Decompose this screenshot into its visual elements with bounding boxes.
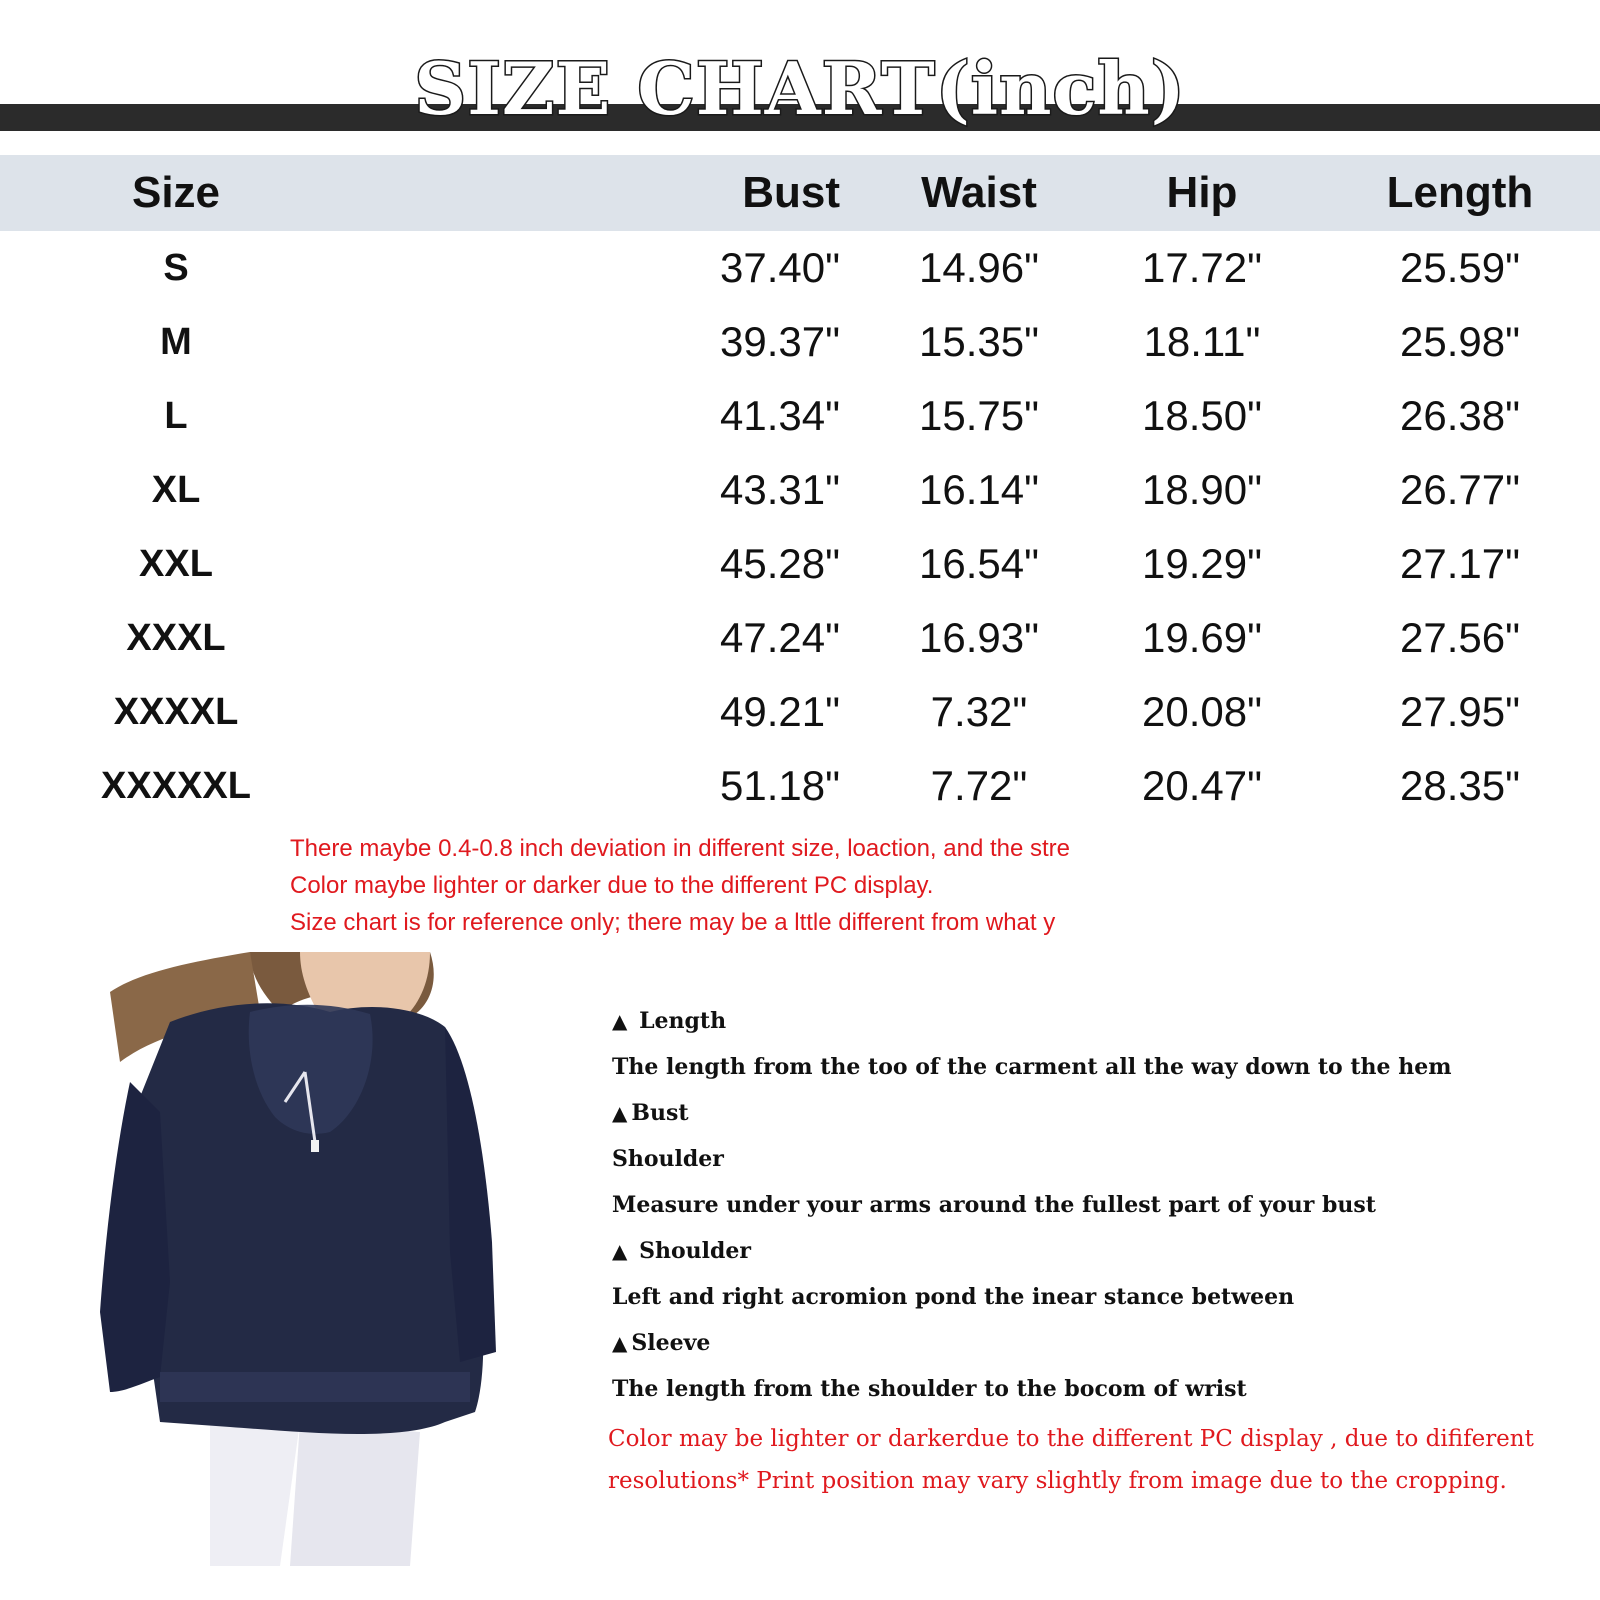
size-cell: L bbox=[164, 394, 188, 437]
table-row bbox=[0, 379, 1600, 453]
table-row bbox=[0, 305, 1600, 379]
waist-cell: 16.14" bbox=[918, 466, 1039, 513]
bust-cell: 49.21" bbox=[719, 688, 840, 735]
bust-cell: 51.18" bbox=[719, 762, 840, 809]
hip-cell: 18.50" bbox=[1141, 392, 1262, 439]
guide-line: ▲ Length bbox=[612, 1008, 727, 1034]
waist-cell: 15.75" bbox=[918, 392, 1039, 439]
size-cell: S bbox=[163, 246, 189, 289]
size-cell: XXXXL bbox=[113, 690, 239, 733]
waist-cell: 14.96" bbox=[918, 244, 1039, 291]
hip-cell: 18.90" bbox=[1141, 466, 1262, 513]
size-cell: XXXL bbox=[126, 616, 226, 659]
size-cell: XL bbox=[151, 468, 201, 511]
waist-cell: 15.35" bbox=[918, 318, 1039, 365]
hip-cell: 17.72" bbox=[1141, 244, 1262, 291]
size-table bbox=[0, 155, 1600, 823]
note-line: There maybe 0.4-0.8 inch deviation in different size, loaction, and the stre bbox=[290, 835, 1071, 862]
waist-cell: 16.54" bbox=[918, 540, 1039, 587]
triangle-icon: ▲ bbox=[612, 1101, 628, 1125]
guide-line: Measure under your arms around the fullest part of your bust bbox=[612, 1192, 1376, 1218]
header-size: Size bbox=[0, 155, 352, 231]
note-line: Size chart is for reference only; there may be a lttle different from what y bbox=[290, 909, 1056, 936]
disclaimer-line: resolutions* Print position may vary slightly from image due to the cropping. bbox=[608, 1468, 1507, 1494]
triangle-icon: ▲ bbox=[612, 1009, 628, 1033]
guide-line: ▲ Bust bbox=[612, 1100, 689, 1126]
blouse-illustration bbox=[100, 952, 496, 1566]
guide-line: ▲ Shoulder bbox=[612, 1238, 751, 1264]
waist-cell: 7.32" bbox=[930, 688, 1028, 735]
length-cell: 26.38" bbox=[1399, 392, 1520, 439]
deviation-notes bbox=[290, 830, 1148, 941]
bust-cell: 47.24" bbox=[719, 614, 840, 661]
waist-cell: 16.93" bbox=[918, 614, 1039, 661]
header-length: Length bbox=[1320, 155, 1600, 231]
length-cell: 27.95" bbox=[1399, 688, 1520, 735]
guide-line: The length from the too of the carment all the way down to the hem bbox=[612, 1054, 1452, 1080]
length-cell: 26.77" bbox=[1399, 466, 1520, 513]
table-row bbox=[0, 527, 1600, 601]
header-waist: Waist bbox=[874, 155, 1084, 231]
model-photo bbox=[100, 952, 496, 1566]
size-cell: XXL bbox=[139, 542, 213, 585]
table-row bbox=[0, 749, 1600, 823]
waist-cell: 7.72" bbox=[930, 762, 1028, 809]
bust-cell: 39.37" bbox=[719, 318, 840, 365]
length-cell: 28.35" bbox=[1399, 762, 1520, 809]
guide-line: ▲ Sleeve bbox=[612, 1330, 711, 1356]
bust-cell: 41.34" bbox=[719, 392, 840, 439]
guide-line: Left and right acromion pond the inear stance between bbox=[612, 1284, 1295, 1310]
color-disclaimer bbox=[608, 1418, 1588, 1502]
size-cell: M bbox=[160, 320, 192, 363]
length-cell: 25.98" bbox=[1399, 318, 1520, 365]
hip-cell: 19.29" bbox=[1141, 540, 1262, 587]
table-row bbox=[0, 231, 1600, 305]
guide-line: The length from the shoulder to the bocom of wrist bbox=[612, 1376, 1247, 1402]
triangle-icon: ▲ bbox=[612, 1331, 628, 1355]
bust-cell: 43.31" bbox=[719, 466, 840, 513]
table-row bbox=[0, 675, 1600, 749]
note-line: Color maybe lighter or darker due to the different PC display. bbox=[290, 872, 934, 899]
header-hip: Hip bbox=[1084, 155, 1320, 231]
hip-cell: 20.08" bbox=[1141, 688, 1262, 735]
triangle-icon: ▲ bbox=[612, 1239, 628, 1263]
hip-cell: 18.11" bbox=[1143, 318, 1261, 365]
table-row bbox=[0, 601, 1600, 675]
table-header-row bbox=[0, 155, 1600, 231]
hip-cell: 19.69" bbox=[1141, 614, 1262, 661]
bust-cell: 37.40" bbox=[719, 244, 840, 291]
page-title: SIZE CHART(inch) bbox=[414, 46, 1186, 131]
header-bust: Bust bbox=[352, 155, 874, 231]
size-cell: XXXXXL bbox=[101, 764, 251, 807]
guide-line: Shoulder bbox=[612, 1146, 724, 1172]
length-cell: 27.17" bbox=[1399, 540, 1520, 587]
length-cell: 27.56" bbox=[1399, 614, 1520, 661]
table-row bbox=[0, 453, 1600, 527]
hip-cell: 20.47" bbox=[1141, 762, 1262, 809]
disclaimer-line: Color may be lighter or darkerdue to the different PC display , due to dififerent bbox=[608, 1426, 1534, 1452]
bust-cell: 45.28" bbox=[719, 540, 840, 587]
measure-guide bbox=[612, 998, 1572, 1412]
length-cell: 25.59" bbox=[1399, 244, 1520, 291]
